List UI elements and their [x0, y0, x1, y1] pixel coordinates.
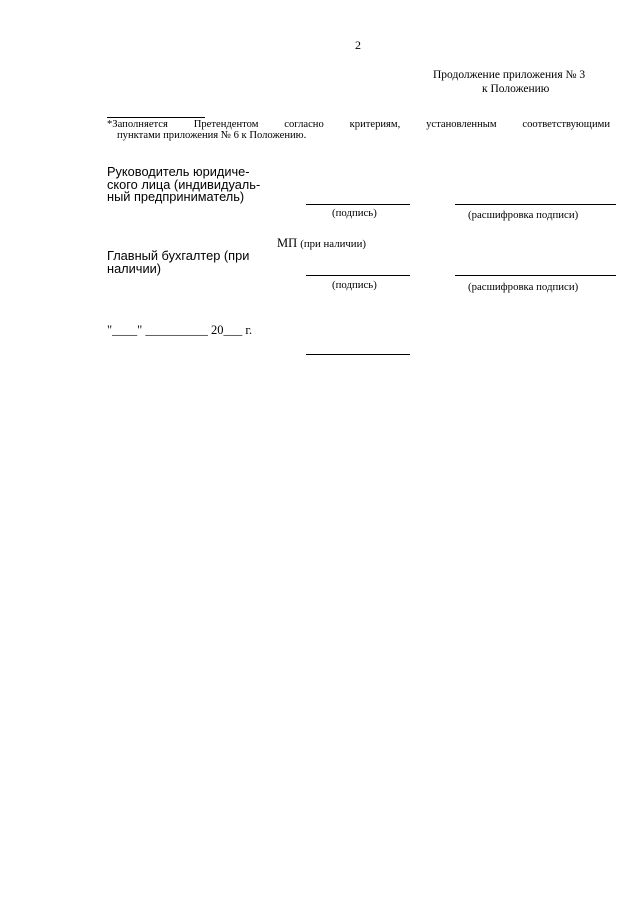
stamp-label: МП — [277, 236, 298, 250]
accountant-transcript-caption: (расшифровка подписи) — [468, 281, 579, 293]
page-number: 2 — [355, 38, 361, 52]
director-label-line: ный предприниматель) — [107, 189, 245, 204]
director-label — [107, 166, 260, 204]
footnote-line2: пунктами приложения № 6 к Положению. — [117, 130, 307, 141]
date-field: "____" __________ 20___ г. — [107, 323, 253, 337]
footnote-rule — [107, 117, 205, 118]
director-signature-caption: (подпись) — [332, 207, 377, 219]
footnote-line1: *Заполняется Претендентом согласно критериям, установленным соответствующими — [107, 119, 610, 130]
director-label-line: Руководитель юридиче- — [107, 164, 250, 179]
director-transcript-line — [455, 204, 616, 205]
appendix-heading-line2: к Положению — [482, 83, 550, 95]
accountant-signature-caption: (подпись) — [332, 279, 377, 291]
stamp-place — [277, 236, 366, 251]
accountant-signature-line — [306, 275, 410, 276]
appendix-heading-line1: Продолжение приложения № 3 — [433, 69, 586, 81]
director-label-line: ского лица (индивидуаль- — [107, 176, 261, 192]
stamp-note: (при наличии) — [300, 238, 366, 250]
accountant-label-line: наличии) — [107, 260, 162, 276]
accountant-label — [107, 250, 249, 275]
date-signature-line — [306, 354, 410, 355]
accountant-transcript-line — [455, 275, 616, 276]
director-transcript-caption: (расшифровка подписи) — [468, 209, 579, 221]
accountant-label-line: Главный бухгалтер (при — [107, 248, 250, 263]
director-signature-line — [306, 204, 410, 205]
